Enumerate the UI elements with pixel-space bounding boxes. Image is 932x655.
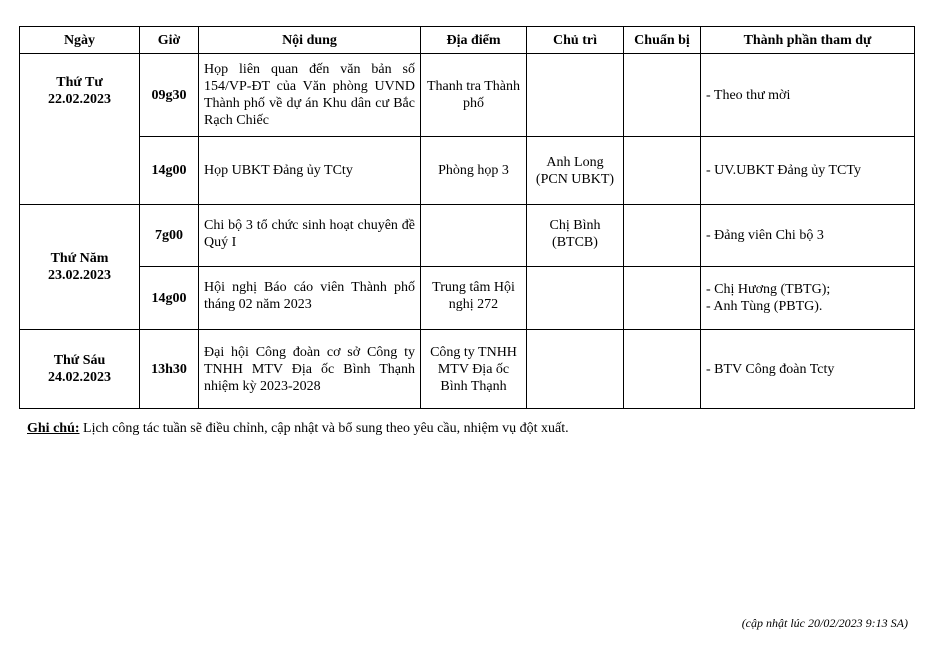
time-cell: 7g00 [140, 205, 199, 267]
content-cell: Hội nghị Báo cáo viên Thành phố tháng 02 năm 2023 [199, 267, 421, 330]
table-row [20, 205, 915, 267]
footnote-text: Lịch công tác tuần sẽ điều chỉnh, cập nhật và bổ sung theo yêu cầu, nhiệm vụ đột xuất. [79, 421, 569, 436]
content-cell: Đại hội Công đoàn cơ sở Công ty TNHH MTV Địa ốc Bình Thạnh nhiệm kỳ 2023-2028 [199, 330, 421, 409]
prep-cell [624, 137, 701, 205]
header-row [20, 27, 915, 54]
place-cell: Trung tâm Hội nghị 272 [421, 267, 527, 330]
table-row [20, 330, 915, 409]
prep-cell [624, 267, 701, 330]
content-cell: Họp UBKT Đảng ủy TCty [199, 137, 421, 205]
attendee-line: - Theo thư mời [706, 87, 791, 103]
date: 23.02.2023 [48, 268, 111, 283]
header-host: Chủ trì [527, 27, 624, 54]
content-cell: Chi bộ 3 tổ chức sinh hoạt chuyên đề Quý I [199, 205, 421, 267]
table-row [20, 54, 915, 137]
prep-cell [624, 54, 701, 137]
place-cell: Công ty TNHH MTV Địa ốc Bình Thạnh [421, 330, 527, 409]
header-content: Nội dung [199, 27, 421, 54]
attendee-line: - UV.UBKT Đảng ủy TCTy [706, 163, 861, 178]
prep-cell [624, 205, 701, 267]
weekday: Thứ Tư [56, 75, 103, 90]
footnote [27, 421, 569, 437]
host-cell: Anh Long (PCN UBKT) [527, 137, 624, 205]
attendee-line: - Anh Tùng (PBTG). [706, 299, 823, 314]
prep-cell [624, 330, 701, 409]
header-prep: Chuẩn bị [624, 27, 701, 54]
schedule-table [19, 26, 915, 409]
time-cell: 14g00 [140, 267, 199, 330]
place-cell: Phòng họp 3 [421, 137, 527, 205]
attendees-cell [701, 137, 915, 205]
content-cell: Họp liên quan đến văn bản số 154/VP-ĐT của Văn phòng UVND Thành phố về dự án Khu dân cư Bắc Rạch Chiếc [199, 54, 421, 137]
attendees-cell [701, 205, 915, 267]
header-day: Ngày [20, 27, 140, 54]
attendees-cell [701, 330, 915, 409]
time-cell: 13h30 [140, 330, 199, 409]
host-cell [527, 330, 624, 409]
header-place: Địa điểm [421, 27, 527, 54]
table-row [20, 137, 915, 205]
date: 22.02.2023 [48, 92, 111, 107]
header-attendees: Thành phần tham dự [701, 27, 915, 54]
attendees-cell [701, 54, 915, 137]
place-cell: Thanh tra Thành phố [421, 54, 527, 137]
day-cell [20, 330, 140, 409]
date: 24.02.2023 [48, 370, 111, 385]
host-cell [527, 267, 624, 330]
host-cell [527, 54, 624, 137]
header-time: Giờ [140, 27, 199, 54]
time-cell: 14g00 [140, 137, 199, 205]
last-updated: (cập nhật lúc 20/02/2023 9:13 SA) [741, 616, 908, 630]
weekday: Thứ Sáu [53, 353, 106, 368]
day-cell [20, 54, 140, 205]
attendee-line: - Đảng viên Chi bộ 3 [706, 228, 824, 243]
attendees-cell [701, 267, 915, 330]
host-cell: Chị Bình (BTCB) [527, 205, 624, 267]
attendee-line: - Chị Hương (TBTG); [706, 282, 831, 297]
attendee-line: - BTV Công đoàn Tcty [706, 361, 835, 377]
time-cell: 09g30 [140, 54, 199, 137]
footnote-label: Ghi chú: [27, 421, 80, 436]
table-row [20, 267, 915, 330]
weekday: Thứ Năm [50, 251, 109, 266]
day-cell [20, 205, 140, 330]
place-cell [421, 205, 527, 267]
